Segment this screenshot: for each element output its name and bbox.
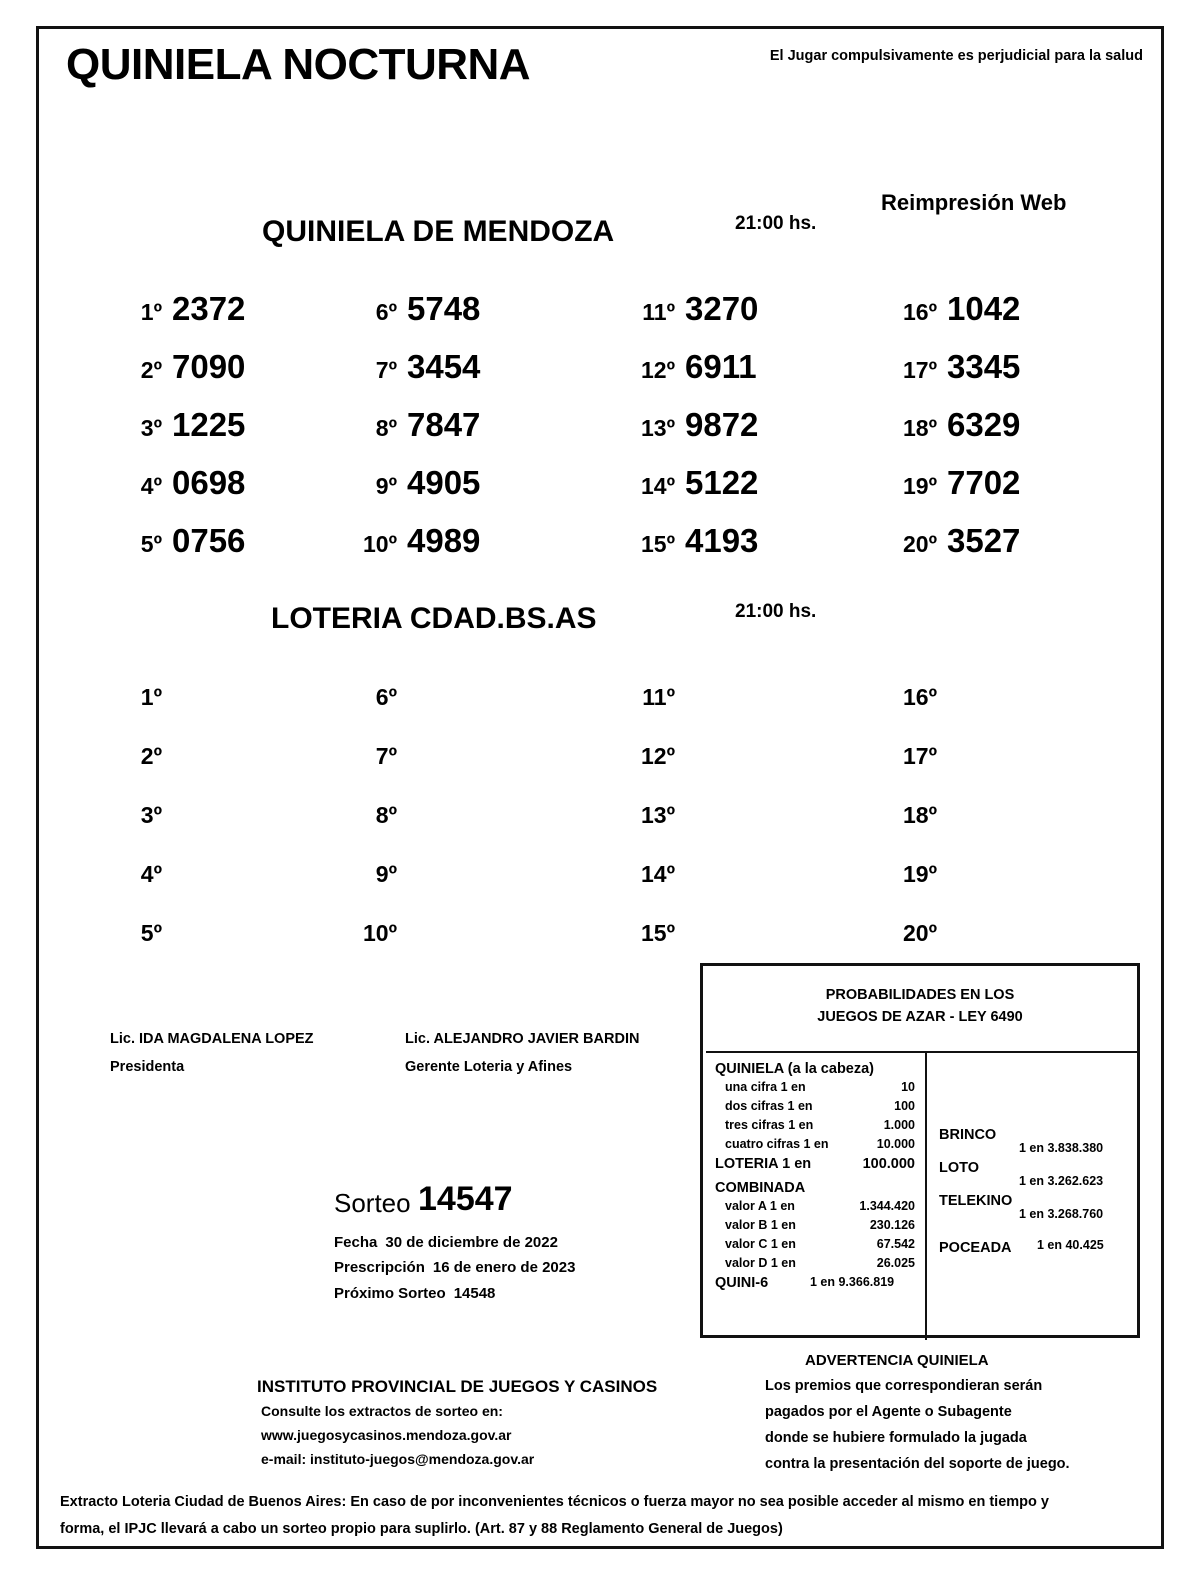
advertencia-line-2: pagados por el Agente o Subagente	[765, 1404, 1012, 1420]
combinada-probability-row-1-value: 230.126	[869, 1218, 915, 1232]
result-cell	[613, 861, 675, 888]
result-position: 10º	[363, 920, 397, 946]
probabilities-heading-line2: JUEGOS DE AZAR - LEY 6490	[817, 1009, 1023, 1025]
institute-website[interactable]: www.juegosycasinos.mendoza.gov.ar	[261, 1427, 512, 1443]
combinada-probability-heading: COMBINADA	[715, 1180, 806, 1196]
signature-manager-role: Gerente Loteria y Afines	[405, 1059, 573, 1075]
result-position: 4º	[140, 473, 162, 499]
game-name-brinco: BRINCO	[939, 1127, 997, 1143]
institute-consulta-line: Consulte los extractos de sorteo en:	[261, 1403, 503, 1419]
advertencia-line-3: donde se hubiere formulado la jugada	[765, 1430, 1027, 1446]
result-position: 9º	[375, 473, 397, 499]
quiniela-probability-row-1-value: 100	[894, 1099, 915, 1113]
result-position: 19º	[903, 861, 937, 887]
result-number: 3454	[407, 348, 481, 385]
result-cell	[875, 861, 937, 888]
result-number: 3527	[947, 522, 1021, 559]
probabilities-heading	[703, 984, 1137, 1028]
result-cell	[110, 464, 245, 502]
result-position: 16º	[903, 299, 937, 325]
quiniela-probability-row-2-text: tres cifras 1 en	[725, 1118, 814, 1132]
result-cell	[875, 802, 937, 829]
advertencia-line-4: contra la presentación del soporte de juego.	[765, 1456, 1070, 1472]
probabilities-right-column	[927, 1053, 1140, 1340]
quiniela-probability-row-0-value: 10	[901, 1080, 915, 1094]
result-cell	[110, 802, 162, 829]
result-number: 1225	[172, 406, 246, 443]
disclaimer-line-2: forma, el IPJC llevará a cabo un sorteo propio para suplirlo. (Art. 87 y 88 Reglamento General de Juegos)	[60, 1521, 783, 1537]
result-cell	[613, 802, 675, 829]
quiniela-probability-heading: QUINIELA (a la cabeza)	[715, 1061, 875, 1077]
sorteo-fecha	[334, 1234, 558, 1251]
signature-president-role: Presidenta	[110, 1059, 185, 1075]
result-cell	[613, 522, 758, 560]
result-position: 2º	[140, 357, 162, 383]
result-position: 6º	[375, 684, 397, 710]
result-position: 11º	[642, 299, 675, 325]
sorteo-prescripcion-value: 16 de enero de 2023	[432, 1259, 576, 1276]
result-cell	[345, 464, 480, 502]
result-position: 19º	[903, 473, 937, 499]
section-title-loteria-ciudad: LOTERIA CDAD.BS.AS	[271, 602, 597, 635]
result-cell	[110, 348, 245, 386]
result-position: 7º	[375, 357, 397, 383]
probabilities-heading-line1: PROBABILIDADES EN LOS	[825, 987, 1015, 1003]
result-cell	[345, 920, 397, 947]
result-position: 8º	[375, 802, 397, 828]
result-number: 3270	[685, 290, 759, 327]
result-position: 17º	[903, 743, 937, 769]
result-cell	[875, 406, 1020, 444]
result-number: 5122	[685, 464, 759, 501]
combinada-probability-row-3-value: 26.025	[876, 1256, 915, 1270]
result-position: 18º	[903, 415, 937, 441]
combinada-probability-row-2-value: 67.542	[876, 1237, 915, 1251]
result-position: 8º	[375, 415, 397, 441]
gambling-warning-text: El Jugar compulsivamente es perjudicial para la salud	[769, 48, 1143, 64]
sorteo-proximo	[334, 1285, 495, 1302]
result-number: 6329	[947, 406, 1021, 443]
result-cell	[345, 684, 397, 711]
result-cell	[613, 743, 675, 770]
combinada-probability-row-0	[715, 1199, 925, 1218]
result-cell	[613, 464, 758, 502]
result-position: 2º	[140, 743, 162, 769]
result-position: 4º	[140, 861, 162, 887]
result-position: 16º	[903, 684, 937, 710]
quiniela-probability-row-1-text: dos cifras 1 en	[725, 1099, 813, 1113]
result-number: 0756	[172, 522, 246, 559]
result-cell	[875, 348, 1020, 386]
result-position: 14º	[641, 473, 675, 499]
loteria-probability-row-text: LOTERIA 1 en	[715, 1156, 812, 1172]
result-number: 4905	[407, 464, 481, 501]
advertencia-title: ADVERTENCIA QUINIELA	[805, 1352, 989, 1369]
result-number: 9872	[685, 406, 759, 443]
result-cell	[110, 684, 162, 711]
result-position: 15º	[641, 531, 675, 557]
result-cell	[345, 290, 480, 328]
result-position: 13º	[641, 415, 675, 441]
probabilities-left-column	[706, 1053, 927, 1340]
probabilities-table	[706, 1051, 1140, 1338]
result-position: 6º	[375, 299, 397, 325]
combinada-probability-row-1-text: valor B 1 en	[725, 1218, 796, 1232]
result-cell	[110, 406, 245, 444]
game-odds-brinco: 1 en 3.838.380	[1019, 1141, 1104, 1155]
result-number: 7090	[172, 348, 246, 385]
result-position: 5º	[140, 920, 162, 946]
sorteo-label: Sorteo	[334, 1188, 411, 1218]
advertencia-line-1: Los premios que correspondieran serán	[765, 1378, 1043, 1394]
loteria-probability-row-value: 100.000	[862, 1156, 915, 1172]
result-cell	[613, 348, 757, 386]
quiniela-probability-row-3-text: cuatro cifras 1 en	[725, 1137, 829, 1151]
result-cell	[345, 348, 480, 386]
page-title: QUINIELA NOCTURNA	[66, 40, 531, 89]
result-cell	[345, 406, 480, 444]
result-cell	[613, 920, 675, 947]
sorteo-proximo-value: 14548	[453, 1285, 496, 1302]
result-cell	[875, 743, 937, 770]
result-position: 20º	[903, 920, 937, 946]
combinada-probability-row-2-text: valor C 1 en	[725, 1237, 796, 1251]
game-odds-telekino: 1 en 3.268.760	[1019, 1207, 1104, 1221]
quini6-probability-row-value: 1 en 9.366.819	[810, 1275, 895, 1289]
result-position: 1º	[140, 299, 162, 325]
quini6-probability-row-text: QUINI-6	[715, 1275, 769, 1291]
institute-title: INSTITUTO PROVINCIAL DE JUEGOS Y CASINOS	[257, 1377, 658, 1396]
result-cell	[875, 522, 1020, 560]
result-position: 3º	[140, 802, 162, 828]
sorteo-proximo-label: Próximo Sorteo	[334, 1285, 446, 1302]
result-number: 5748	[407, 290, 481, 327]
result-number: 7702	[947, 464, 1021, 501]
result-number: 7847	[407, 406, 481, 443]
quiniela-probability-row-2-value: 1.000	[883, 1118, 915, 1132]
quiniela-probability-row-2	[715, 1118, 925, 1137]
signature-manager-name: Lic. ALEJANDRO JAVIER BARDIN	[405, 1031, 640, 1047]
game-name-poceada: POCEADA	[939, 1240, 1012, 1256]
result-number: 2372	[172, 290, 246, 327]
result-number: 1042	[947, 290, 1021, 327]
result-cell	[875, 920, 937, 947]
result-cell	[110, 290, 245, 328]
result-cell	[613, 684, 675, 711]
result-position: 17º	[903, 357, 937, 383]
section-title-mendoza: QUINIELA DE MENDOZA	[262, 215, 615, 248]
result-number: 4989	[407, 522, 481, 559]
result-position: 5º	[140, 531, 162, 557]
result-position: 12º	[641, 743, 675, 769]
result-position: 10º	[363, 531, 397, 557]
game-odds-poceada: 1 en 40.425	[1037, 1238, 1104, 1252]
combinada-probability-row-3-text: valor D 1 en	[725, 1256, 796, 1270]
sorteo-fecha-value: 30 de diciembre de 2022	[385, 1234, 558, 1251]
game-name-loto: LOTO	[939, 1160, 980, 1176]
result-cell	[875, 464, 1020, 502]
sorteo-prescripcion-label: Prescripción	[334, 1259, 425, 1276]
result-cell	[875, 290, 1020, 328]
game-name-telekino: TELEKINO	[939, 1193, 1013, 1209]
result-cell	[110, 522, 245, 560]
result-position: 13º	[641, 802, 675, 828]
result-position: 12º	[641, 357, 675, 383]
result-position: 3º	[140, 415, 162, 441]
result-number: 4193	[685, 522, 759, 559]
result-position: 7º	[375, 743, 397, 769]
loteria-probability-row	[715, 1156, 925, 1178]
result-number: 0698	[172, 464, 246, 501]
signature-president	[110, 1031, 314, 1075]
result-number: 3345	[947, 348, 1021, 385]
result-cell	[345, 802, 397, 829]
result-number: 6911	[685, 348, 757, 385]
result-position: 14º	[641, 861, 675, 887]
signature-manager	[405, 1031, 639, 1075]
combinada-probability-row-3	[715, 1256, 925, 1275]
combinada-probability-row-1	[715, 1218, 925, 1237]
result-position: 11º	[642, 684, 675, 710]
result-cell	[110, 743, 162, 770]
result-position: 1º	[140, 684, 162, 710]
quiniela-probability-row-1	[715, 1099, 925, 1118]
institute-email[interactable]: e-mail: instituto-juegos@mendoza.gov.ar	[261, 1451, 535, 1467]
result-position: 20º	[903, 531, 937, 557]
game-odds-loto: 1 en 3.262.623	[1019, 1174, 1104, 1188]
section-time-mendoza: 21:00 hs.	[735, 213, 817, 234]
disclaimer-line-1: Extracto Loteria Ciudad de Buenos Aires: En caso de por inconvenientes técnicos o fuerza mayor no sea posible acceder al mismo en tiempo y	[60, 1494, 1049, 1510]
sorteo-fecha-label: Fecha	[334, 1234, 378, 1251]
result-cell	[110, 920, 162, 947]
result-cell	[613, 406, 758, 444]
section-time-loteria-ciudad: 21:00 hs.	[735, 601, 817, 622]
result-cell	[875, 684, 937, 711]
quiniela-probability-row-0	[715, 1080, 925, 1099]
quiniela-probability-row-3-value: 10.000	[876, 1137, 915, 1151]
combinada-probability-row-0-value: 1.344.420	[859, 1199, 915, 1213]
combinada-probability-row-2	[715, 1237, 925, 1256]
quiniela-probability-row-0-text: una cifra 1 en	[725, 1080, 806, 1094]
result-cell	[110, 861, 162, 888]
sorteo-number: 14547	[418, 1180, 513, 1218]
sorteo-prescripcion	[334, 1259, 575, 1276]
result-cell	[613, 290, 758, 328]
result-cell	[345, 743, 397, 770]
quini6-probability-row	[715, 1275, 925, 1297]
result-position: 18º	[903, 802, 937, 828]
signature-president-name: Lic. IDA MAGDALENA LOPEZ	[110, 1031, 314, 1047]
probabilities-box	[700, 963, 1140, 1338]
quiniela-probability-row-3	[715, 1137, 925, 1156]
combinada-probability-row-0-text: valor A 1 en	[725, 1199, 795, 1213]
reimpresion-web-label: Reimpresión Web	[881, 190, 1067, 215]
result-cell	[345, 861, 397, 888]
result-position: 15º	[641, 920, 675, 946]
result-cell	[345, 522, 480, 560]
result-position: 9º	[375, 861, 397, 887]
